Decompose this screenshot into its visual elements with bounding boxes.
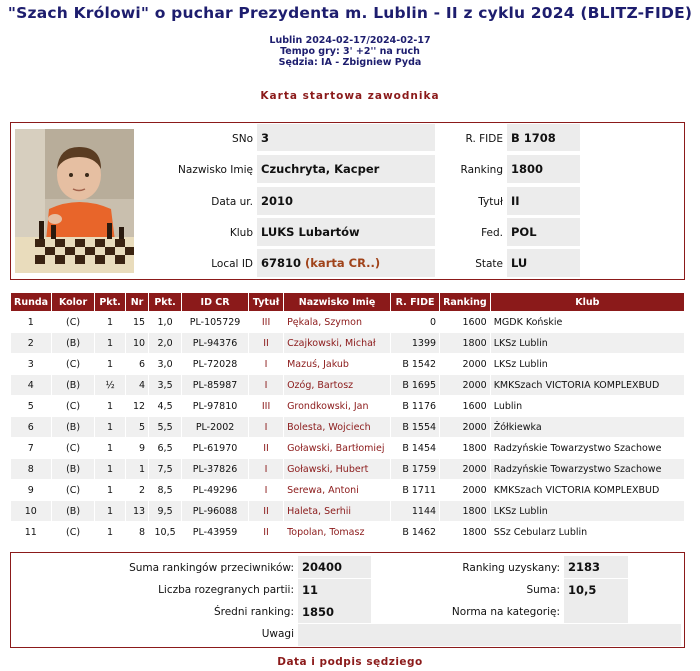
cell-total: 3,0 <box>149 354 182 375</box>
cell-total: 5,5 <box>149 417 182 438</box>
cell-idcr: PL-61970 <box>182 438 249 459</box>
cell-idcr: PL-43959 <box>182 522 249 543</box>
state-label: State <box>475 258 503 270</box>
title-value: II <box>507 187 580 215</box>
cell-nr: 1 <box>126 459 149 480</box>
cell-ranking: 2000 <box>440 480 491 501</box>
cell-rfide: B 1542 <box>391 354 440 375</box>
cell-points: 1 <box>95 354 126 375</box>
suma-value: 10,5 <box>564 579 628 601</box>
norm-value <box>564 601 628 623</box>
col-color: Kolor <box>52 293 95 312</box>
cell-idcr: PL-94376 <box>182 333 249 354</box>
player-name: Czuchryta, Kacper <box>257 155 435 183</box>
cell-total: 2,0 <box>149 333 182 354</box>
col-club: Klub <box>490 293 684 312</box>
cell-points: 1 <box>95 459 126 480</box>
cell-club: Lublin <box>490 396 684 417</box>
avg-value: 1850 <box>298 601 371 623</box>
cell-nr: 12 <box>126 396 149 417</box>
cell-club: KMKSzach VICTORIA KOMPLEXBUD <box>490 375 684 396</box>
col-round: Runda <box>11 293 52 312</box>
cell-round: 11 <box>11 522 52 543</box>
ranking-value: 1800 <box>507 155 580 183</box>
rounds-table <box>10 292 685 543</box>
avg-label: Średni ranking: <box>213 606 294 618</box>
cell-rfide: B 1462 <box>391 522 440 543</box>
cell-title: III <box>249 312 284 333</box>
cell-ranking: 1600 <box>440 312 491 333</box>
localid-label: Local ID <box>211 258 253 270</box>
cell-rfide: 1144 <box>391 501 440 522</box>
rfide-value: B 1708 <box>507 124 580 151</box>
rounds-header-row <box>11 293 685 312</box>
cell-nr: 2 <box>126 480 149 501</box>
cell-club: KMKSzach VICTORIA KOMPLEXBUD <box>490 480 684 501</box>
table-row <box>11 501 685 522</box>
col-points: Pkt. <box>95 293 126 312</box>
cell-title: I <box>249 354 284 375</box>
cell-idcr: PL-97810 <box>182 396 249 417</box>
cell-club: Radzyńskie Towarzystwo Szachowe <box>490 438 684 459</box>
birth-label: Data ur. <box>211 196 253 208</box>
cell-round: 10 <box>11 501 52 522</box>
cell-opponent[interactable]: Goławski, Hubert <box>284 459 391 480</box>
cell-nr: 5 <box>126 417 149 438</box>
cell-opponent[interactable]: Ozóg, Bartosz <box>284 375 391 396</box>
cell-rfide: 1399 <box>391 333 440 354</box>
cell-opponent[interactable]: Haleta, Serhii <box>284 501 391 522</box>
card-title: Karta startowa zawodnika <box>260 90 440 102</box>
col-rfide: R. FIDE <box>391 293 440 312</box>
cell-round: 6 <box>11 417 52 438</box>
cell-points: 1 <box>95 396 126 417</box>
cell-round: 8 <box>11 459 52 480</box>
cell-ranking: 2000 <box>440 354 491 375</box>
cell-color: (C) <box>52 522 95 543</box>
cell-total: 3,5 <box>149 375 182 396</box>
cell-opponent[interactable]: Goławski, Bartłomiej <box>284 438 391 459</box>
cell-round: 1 <box>11 312 52 333</box>
title-label: Tytuł <box>478 196 503 208</box>
col-title: Tytuł <box>249 293 284 312</box>
cell-points: ½ <box>95 375 126 396</box>
notes-value <box>298 624 681 646</box>
cell-round: 2 <box>11 333 52 354</box>
cell-points: 1 <box>95 501 126 522</box>
cell-color: (C) <box>52 396 95 417</box>
cell-idcr: PL-2002 <box>182 417 249 438</box>
rank-obtained-label: Ranking uzyskany: <box>462 562 560 574</box>
cell-ranking: 1800 <box>440 522 491 543</box>
cell-club: LKSz Lublin <box>490 501 684 522</box>
cell-title: III <box>249 396 284 417</box>
tournament-dates: Lublin 2024-02-17/2024-02-17 <box>269 35 431 46</box>
cell-ranking: 2000 <box>440 417 491 438</box>
cell-nr: 10 <box>126 333 149 354</box>
localid-value <box>257 249 435 277</box>
col-total: Pkt. <box>149 293 182 312</box>
cell-ranking: 1800 <box>440 501 491 522</box>
cell-opponent[interactable]: Bolesta, Wojciech <box>284 417 391 438</box>
cell-ranking: 1600 <box>440 396 491 417</box>
suma-label: Suma: <box>526 584 560 596</box>
cell-idcr: PL-72028 <box>182 354 249 375</box>
cell-rfide: B 1454 <box>391 438 440 459</box>
sum-label: Suma rankingów przeciwników: <box>129 562 294 574</box>
cell-club: LKSz Lublin <box>490 354 684 375</box>
col-idcr: ID CR <box>182 293 249 312</box>
table-row <box>11 480 685 501</box>
cell-idcr: PL-85987 <box>182 375 249 396</box>
cell-club: Radzyńskie Towarzystwo Szachowe <box>490 459 684 480</box>
cell-rfide: B 1759 <box>391 459 440 480</box>
table-row <box>11 312 685 333</box>
cr-card-link[interactable]: (karta CR..) <box>305 256 381 270</box>
notes-label: Uwagi <box>261 628 294 640</box>
table-row <box>11 522 685 543</box>
player-photo <box>15 129 134 273</box>
cell-title: II <box>249 501 284 522</box>
cell-ranking: 2000 <box>440 459 491 480</box>
club-label: Klub <box>229 227 253 239</box>
chief-arbiter: Sędzia: IA - Zbigniew Pyda <box>278 57 422 68</box>
cell-title: I <box>249 480 284 501</box>
cell-rfide: B 1554 <box>391 417 440 438</box>
cell-title: I <box>249 459 284 480</box>
cell-ranking: 1800 <box>440 438 491 459</box>
cell-total: 8,5 <box>149 480 182 501</box>
cell-idcr: PL-37826 <box>182 459 249 480</box>
cell-nr: 15 <box>126 312 149 333</box>
cell-title: I <box>249 417 284 438</box>
table-row <box>11 417 685 438</box>
cell-nr: 13 <box>126 501 149 522</box>
cell-points: 1 <box>95 480 126 501</box>
cell-points: 1 <box>95 417 126 438</box>
cell-points: 1 <box>95 522 126 543</box>
norm-label: Norma na kategorię: <box>451 606 560 618</box>
cell-points: 1 <box>95 312 126 333</box>
cell-ranking: 1800 <box>440 333 491 354</box>
sno-value: 3 <box>257 124 435 151</box>
cell-club: LKSz Lublin <box>490 333 684 354</box>
table-row <box>11 333 685 354</box>
cell-total: 1,0 <box>149 312 182 333</box>
cell-nr: 9 <box>126 438 149 459</box>
cell-color: (C) <box>52 312 95 333</box>
cell-color: (C) <box>52 354 95 375</box>
cell-color: (C) <box>52 438 95 459</box>
time-control: Tempo gry: 3' +2'' na ruch <box>280 46 420 57</box>
games-value: 11 <box>298 579 371 601</box>
cell-title: II <box>249 522 284 543</box>
col-name: Nazwisko Imię <box>284 293 391 312</box>
fed-value: POL <box>507 218 580 246</box>
col-ranking: Ranking <box>440 293 491 312</box>
cell-round: 3 <box>11 354 52 375</box>
cell-idcr: PL-49296 <box>182 480 249 501</box>
arbiter-signature: Data i podpis sędziego <box>277 656 423 668</box>
cell-round: 4 <box>11 375 52 396</box>
cell-color: (B) <box>52 417 95 438</box>
cell-idcr: PL-105729 <box>182 312 249 333</box>
state-value: LU <box>507 249 580 277</box>
birth-value: 2010 <box>257 187 435 215</box>
cell-opponent[interactable]: Serewa, Antoni <box>284 480 391 501</box>
cell-round: 5 <box>11 396 52 417</box>
cell-opponent[interactable]: Mazuś, Jakub <box>284 354 391 375</box>
cell-color: (B) <box>52 333 95 354</box>
cell-opponent[interactable]: Grondkowski, Jan <box>284 396 391 417</box>
cell-club: SSz Cebularz Lublin <box>490 522 684 543</box>
cell-club: Żółkiewka <box>490 417 684 438</box>
cell-color: (C) <box>52 480 95 501</box>
cell-nr: 8 <box>126 522 149 543</box>
cell-color: (B) <box>52 501 95 522</box>
sno-label: SNo <box>232 133 253 145</box>
cell-total: 9,5 <box>149 501 182 522</box>
cell-club: MGDK Końskie <box>490 312 684 333</box>
table-row <box>11 459 685 480</box>
cell-round: 9 <box>11 480 52 501</box>
cell-total: 6,5 <box>149 438 182 459</box>
cell-total: 10,5 <box>149 522 182 543</box>
cell-opponent[interactable]: Pękala, Szymon <box>284 312 391 333</box>
cell-nr: 4 <box>126 375 149 396</box>
cell-nr: 6 <box>126 354 149 375</box>
page-title: "Szach Królowi" o puchar Prezydenta m. Lublin - II z cyklu 2024 (BLITZ-FIDE) <box>7 4 693 22</box>
ranking-label: Ranking <box>460 164 503 176</box>
games-label: Liczba rozegranych partii: <box>158 584 294 596</box>
cell-points: 1 <box>95 333 126 354</box>
rank-obtained-value: 2183 <box>564 556 628 578</box>
cell-total: 7,5 <box>149 459 182 480</box>
name-label: Nazwisko Imię <box>178 164 253 176</box>
sum-value: 20400 <box>298 556 371 578</box>
cell-rfide: B 1176 <box>391 396 440 417</box>
cell-points: 1 <box>95 438 126 459</box>
localid-number: 67810 <box>261 256 302 270</box>
cell-title: I <box>249 375 284 396</box>
table-row <box>11 354 685 375</box>
cell-opponent[interactable]: Czajkowski, Michał <box>284 333 391 354</box>
cell-idcr: PL-96088 <box>182 501 249 522</box>
cell-title: II <box>249 438 284 459</box>
cell-rfide: 0 <box>391 312 440 333</box>
cell-color: (B) <box>52 375 95 396</box>
col-nr: Nr <box>126 293 149 312</box>
cell-opponent[interactable]: Topolan, Tomasz <box>284 522 391 543</box>
cell-ranking: 2000 <box>440 375 491 396</box>
club-value: LUKS Lubartów <box>257 218 435 246</box>
cell-title: II <box>249 333 284 354</box>
table-row <box>11 375 685 396</box>
cell-color: (B) <box>52 459 95 480</box>
table-row <box>11 396 685 417</box>
cell-total: 4,5 <box>149 396 182 417</box>
cell-rfide: B 1711 <box>391 480 440 501</box>
cell-rfide: B 1695 <box>391 375 440 396</box>
cell-round: 7 <box>11 438 52 459</box>
fed-label: Fed. <box>481 227 503 239</box>
rfide-label: R. FIDE <box>465 133 503 145</box>
table-row <box>11 438 685 459</box>
